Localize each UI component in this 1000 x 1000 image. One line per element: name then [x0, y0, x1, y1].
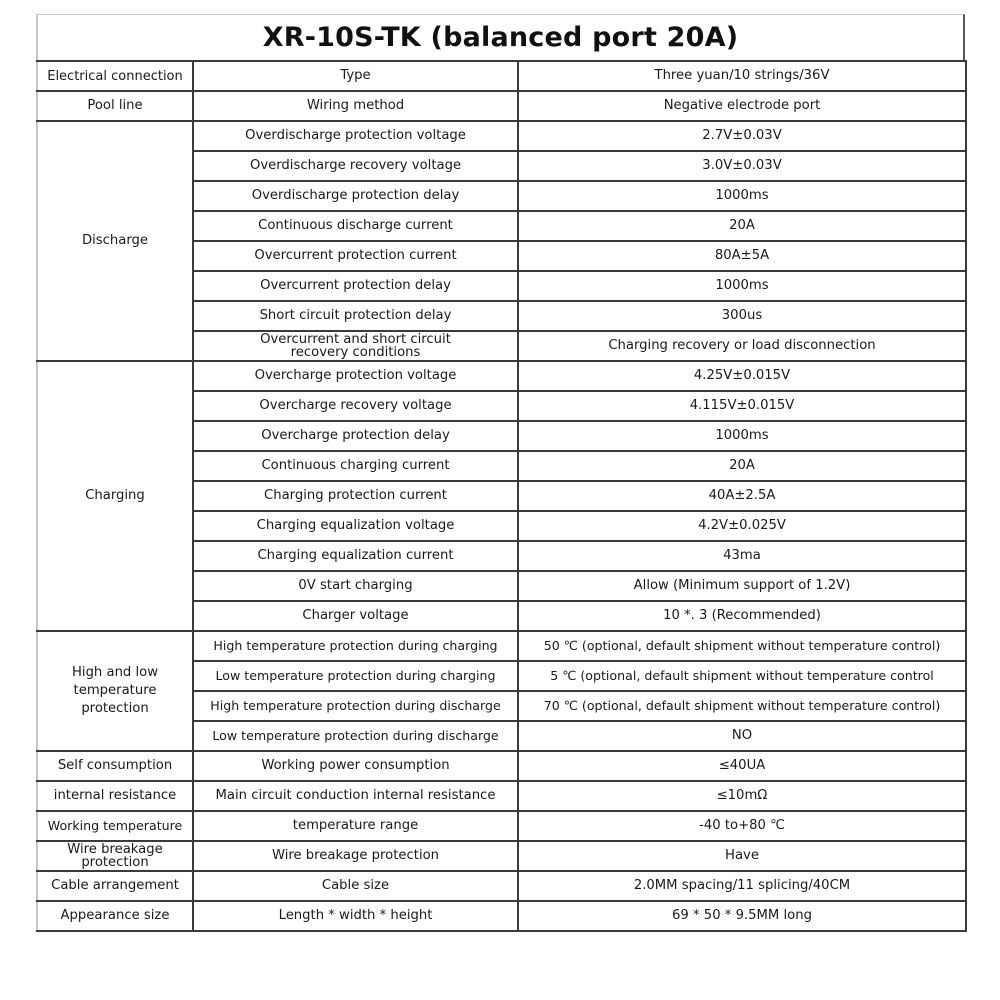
group-label-pool-line: Pool line — [37, 91, 193, 121]
item-label: Charging protection current — [193, 481, 518, 511]
item-label: Wiring method — [193, 91, 518, 121]
item-label: Overcharge protection voltage — [193, 361, 518, 391]
item-value: 5 ℃ (optional, default shipment without temperature control — [518, 661, 966, 691]
table-row — [37, 61, 966, 91]
item-value: ≤10mΩ — [518, 781, 966, 811]
item-value: 20A — [518, 451, 966, 481]
item-value: 43ma — [518, 541, 966, 571]
item-value: 70 ℃ (optional, default shipment without temperature control) — [518, 691, 966, 721]
table-row — [37, 91, 966, 121]
item-value: 40A±2.5A — [518, 481, 966, 511]
item-value: Three yuan/10 strings/36V — [518, 61, 966, 91]
item-value: 50 ℃ (optional, default shipment without temperature control) — [518, 631, 966, 661]
item-label: Low temperature protection during charging — [193, 661, 518, 691]
group-label-self-consumption: Self consumption — [37, 751, 193, 781]
item-label: Overdischarge protection delay — [193, 181, 518, 211]
title-row — [36, 14, 965, 60]
item-value: Negative electrode port — [518, 91, 966, 121]
item-value: 1000ms — [518, 421, 966, 451]
item-label: Wire breakage protection — [193, 841, 518, 871]
item-label: Overdischarge recovery voltage — [193, 151, 518, 181]
group-label-cable-arrangement: Cable arrangement — [37, 871, 193, 901]
item-value: 1000ms — [518, 181, 966, 211]
item-label: Length * width * height — [193, 901, 518, 931]
item-label: Main circuit conduction internal resistance — [193, 781, 518, 811]
item-value: -40 to+80 ℃ — [518, 811, 966, 841]
group-label-discharge: Discharge — [37, 121, 193, 361]
item-label: Charging equalization voltage — [193, 511, 518, 541]
item-value: 2.0MM spacing/11 splicing/40CM — [518, 871, 966, 901]
item-value: Charging recovery or load disconnection — [518, 331, 966, 361]
item-value: 80A±5A — [518, 241, 966, 271]
group-label-wire-breakage: Wire breakage protection — [37, 841, 193, 871]
item-label: Overcurrent protection delay — [193, 271, 518, 301]
item-label: 0V start charging — [193, 571, 518, 601]
item-label: Overcurrent protection current — [193, 241, 518, 271]
table-row — [37, 811, 966, 841]
table-row — [37, 361, 966, 391]
item-value: NO — [518, 721, 966, 751]
spec-table — [36, 60, 967, 932]
item-value: 69 * 50 * 9.5MM long — [518, 901, 966, 931]
item-label: temperature range — [193, 811, 518, 841]
item-value: 20A — [518, 211, 966, 241]
item-value: Have — [518, 841, 966, 871]
spec-sheet — [36, 14, 965, 932]
item-label: Type — [193, 61, 518, 91]
group-label-electrical-connection: Electrical connection — [37, 61, 193, 91]
item-value: 10 *. 3 (Recommended) — [518, 601, 966, 631]
item-label: High temperature protection during charging — [193, 631, 518, 661]
item-value: Allow (Minimum support of 1.2V) — [518, 571, 966, 601]
item-label: Charging equalization current — [193, 541, 518, 571]
item-label: Overcurrent and short circuit recovery conditions — [193, 331, 518, 361]
item-label: Working power consumption — [193, 751, 518, 781]
item-label: Overdischarge protection voltage — [193, 121, 518, 151]
group-label-working-temperature: Working temperature — [37, 811, 193, 841]
table-row — [37, 841, 966, 871]
item-label: High temperature protection during discharge — [193, 691, 518, 721]
table-row — [37, 121, 966, 151]
item-value: 4.115V±0.015V — [518, 391, 966, 421]
table-row — [37, 631, 966, 661]
table-row — [37, 781, 966, 811]
page-title: XR-10S-TK (balanced port 20A) — [262, 22, 739, 53]
table-row — [37, 901, 966, 931]
item-label: Overcharge recovery voltage — [193, 391, 518, 421]
item-label: Continuous charging current — [193, 451, 518, 481]
item-label: Low temperature protection during discharge — [193, 721, 518, 751]
table-row — [37, 871, 966, 901]
item-value: 3.0V±0.03V — [518, 151, 966, 181]
item-label: Charger voltage — [193, 601, 518, 631]
item-label: Cable size — [193, 871, 518, 901]
item-value: 300us — [518, 301, 966, 331]
item-label: Continuous discharge current — [193, 211, 518, 241]
group-label-charging: Charging — [37, 361, 193, 631]
group-label-internal-resistance: internal resistance — [37, 781, 193, 811]
item-value: 2.7V±0.03V — [518, 121, 966, 151]
item-label: Short circuit protection delay — [193, 301, 518, 331]
item-value: ≤40UA — [518, 751, 966, 781]
group-label-temperature-protection: High and low temperature protection — [37, 631, 193, 751]
group-label-appearance-size: Appearance size — [37, 901, 193, 931]
item-value: 4.25V±0.015V — [518, 361, 966, 391]
item-value: 1000ms — [518, 271, 966, 301]
table-row — [37, 751, 966, 781]
item-value: 4.2V±0.025V — [518, 511, 966, 541]
item-label: Overcharge protection delay — [193, 421, 518, 451]
